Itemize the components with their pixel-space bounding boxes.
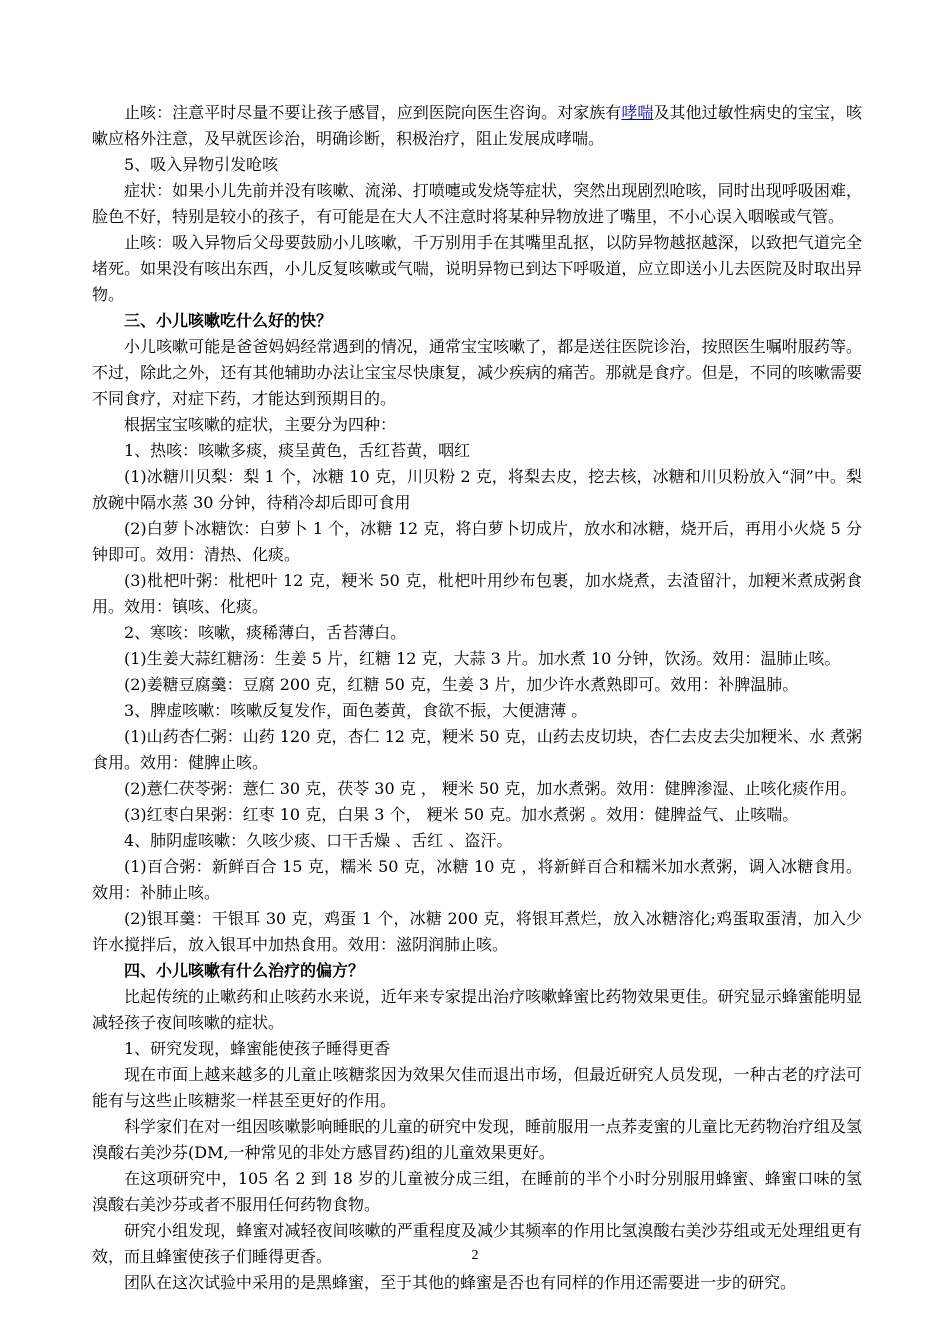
paragraph: 5、吸入异物引发呛咳 <box>124 155 279 174</box>
paragraph: 比起传统的止嗽药和止咳药水来说，近年来专家提出治疗咳嗽蜂蜜比药物效果更佳。研究显示蜂蜜能明显减轻孩子夜间咳嗽的症状。 <box>92 987 862 1032</box>
paragraph: 1、研究发现，蜂蜜能使孩子睡得更香 <box>124 1039 391 1058</box>
paragraph: (1)百合粥：新鲜百合 15 克，糯米 50 克，冰糖 10 克 ，将新鲜百合和糯米加水煮粥，调入冰糖食用。效用：补肺止咳。 <box>92 857 862 902</box>
paragraph: (2)姜糖豆腐羹：豆腐 200 克，红糖 50 克，生姜 3 片，加少许水煮熟即可。效用：补脾温肺。 <box>124 675 799 694</box>
paragraph: 小儿咳嗽可能是爸爸妈妈经常遇到的情况，通常宝宝咳嗽了，都是送往医院诊治，按照医生嘱咐服药等。不过，除此之外，还有其他辅助办法让宝宝尽快康复，减少疾病的痛苦。那就是食疗。但是，不同的咳嗽需要不同食疗，对症下药，才能达到预期目的。 <box>92 337 862 408</box>
document-body <box>92 100 862 1296</box>
asthma-link[interactable]: 哮喘 <box>621 103 654 122</box>
paragraph-text: 止咳：注意平时尽量不要让孩子感冒，应到医院向医生咨询。对家族有 <box>124 103 622 122</box>
paragraph: (1)生姜大蒜红糖汤：生姜 5 片，红糖 12 克，大蒜 3 片。加水煮 10 分钟，饮汤。效用：温肺止咳。 <box>124 649 841 668</box>
paragraph: 2、寒咳：咳嗽，痰稀薄白，舌苔薄白。 <box>124 623 407 642</box>
paragraph: (2)薏仁茯苓粥：薏仁 30 克，茯苓 30 克 ， 粳米 50 克，加水煮粥。效用：健脾渗湿、止咳化痰作用。 <box>124 779 857 798</box>
section-heading: 四、小儿咳嗽有什么治疗的偏方？ <box>124 961 365 980</box>
paragraph: (2)白萝卜冰糖饮：白萝卜 1 个，冰糖 12 克，将白萝卜切成片，放水和冰糖，烧开后，再用小火烧 5 分钟即可。效用：清热、化痰。 <box>92 519 862 564</box>
paragraph: 研究小组发现，蜂蜜对减轻夜间咳嗽的严重程度及减少其频率的作用比氢溴酸右美沙芬组或无处理组更有效，而且蜂蜜使孩子们睡得更香。 <box>92 1221 862 1266</box>
paragraph: 团队在这次试验中采用的是黑蜂蜜，至于其他的蜂蜜是否也有同样的作用还需要进一步的研究。 <box>124 1273 797 1292</box>
page-number: 2 <box>471 1248 479 1263</box>
paragraph: (3)枇杷叶粥：枇杷叶 12 克，粳米 50 克，枇杷叶用纱布包裹，加水烧煮，去渣留汁，加粳米煮成粥食用。效用：镇咳、化痰。 <box>92 571 862 616</box>
paragraph: 科学家们在对一组因咳嗽影响睡眠的儿童的研究中发现，睡前服用一点荞麦蜜的儿童比无药物治疗组及氢溴酸右美沙芬(DM,一种常见的非处方感冒药)组的儿童效果更好。 <box>92 1117 862 1162</box>
paragraph: 症状：如果小儿先前并没有咳嗽、流涕、打喷嚏或发烧等症状，突然出现剧烈呛咳，同时出现呼吸困难，脸色不好，特别是较小的孩子，有可能是在大人不注意时将某种异物放进了嘴里，不小心误入咽喉或气管。 <box>92 181 862 226</box>
paragraph: 3、脾虚咳嗽：咳嗽反复发作，面色萎黄，食欲不振，大便溏薄 。 <box>124 701 588 720</box>
paragraph: 现在市面上越来越多的儿童止咳糖浆因为效果欠佳而退出市场，但最近研究人员发现，一种古老的疗法可能有与这些止咳糖浆一样甚至更好的作用。 <box>92 1065 862 1110</box>
paragraph: 根据宝宝咳嗽的症状，主要分为四种： <box>124 415 397 434</box>
section-heading: 三、小儿咳嗽吃什么好的快？ <box>124 311 333 330</box>
paragraph: (3)红枣白果粥：红枣 10 克，白果 3 个， 粳米 50 克。加水煮粥 。效用：健脾益气、止咳喘。 <box>124 805 799 824</box>
paragraph: 在这项研究中，105 名 2 到 18 岁的儿童被分成三组，在睡前的半个小时分别服用蜂蜜、蜂蜜口味的氢溴酸右美沙芬或者不服用任何药物食物。 <box>92 1169 862 1214</box>
paragraph: (2)银耳羹：干银耳 30 克，鸡蛋 1 个，冰糖 200 克，将银耳煮烂，放入冰糖溶化;鸡蛋取蛋清，加入少许水搅拌后，放入银耳中加热食用。效用：滋阴润肺止咳。 <box>92 909 862 954</box>
paragraph: 4、肺阴虚咳嗽：久咳少痰、口干舌燥 、舌红 、盗汗。 <box>124 831 513 850</box>
paragraph: (1)山药杏仁粥：山药 120 克，杏仁 12 克，粳米 50 克，山药去皮切块，杏仁去皮去尖加粳米、水 煮粥食用。效用：健脾止咳。 <box>92 727 862 772</box>
paragraph <box>92 100 862 152</box>
paragraph: 1、热咳：咳嗽多痰，痰呈黄色，舌红苔黄，咽红 <box>124 441 471 460</box>
paragraph: 止咳：吸入异物后父母要鼓励小儿咳嗽，千万别用手在其嘴里乱抠，以防异物越抠越深，以致把气道完全堵死。如果没有咳出东西，小儿反复咳嗽或气喘，说明异物已到达下呼吸道，应立即送小儿去医院及时取出异物。 <box>92 233 862 304</box>
paragraph-text: 及其他过敏性病史的宝宝，咳嗽应格外注意，及早就医诊治，明确诊断，积极治疗，阻止发展成哮喘。 <box>92 103 862 148</box>
paragraph: (1)冰糖川贝梨：梨 1 个，冰糖 10 克，川贝粉 2 克，将梨去皮，挖去核，冰糖和川贝粉放入“洞”中。梨放碗中隔水蒸 30 分钟，待稍冷却后即可食用 <box>92 467 862 512</box>
